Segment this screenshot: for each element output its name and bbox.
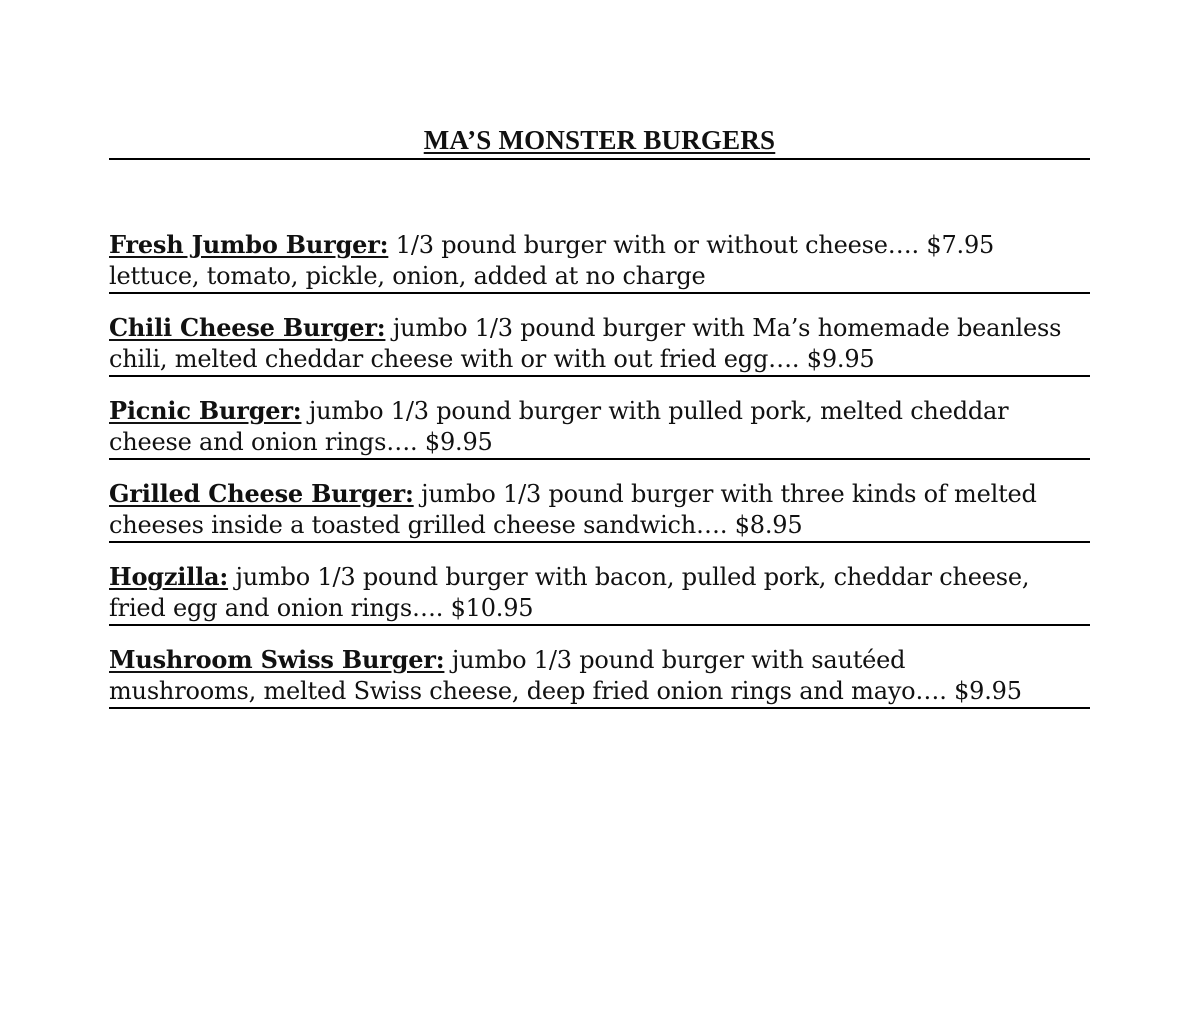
menu-item-line xyxy=(109,395,1090,427)
menu-item-text xyxy=(109,312,1090,375)
menu-item-line xyxy=(109,644,1090,676)
menu-item-description-continued: fried egg and onion rings…. $10.95 xyxy=(109,594,534,622)
menu-item-line xyxy=(109,561,1090,593)
menu-item-name: Chili Cheese Burger: xyxy=(109,313,386,342)
menu-item-text xyxy=(109,229,1090,292)
menu-item-text xyxy=(109,644,1090,707)
menu-item-name: Mushroom Swiss Burger: xyxy=(109,645,445,674)
menu-item-line xyxy=(109,312,1090,344)
menu-item-name: Grilled Cheese Burger: xyxy=(109,479,414,508)
menu-item-name: Hogzilla: xyxy=(109,562,229,591)
menu-item-description-continued: cheeses inside a toasted grilled cheese sandwich…. $8.95 xyxy=(109,511,803,539)
menu-item-text xyxy=(109,561,1090,624)
menu-item xyxy=(109,229,1090,294)
menu-item-description-continued: chili, melted cheddar cheese with or with out fried egg…. $9.95 xyxy=(109,345,875,373)
menu-page xyxy=(109,124,1090,727)
menu-item xyxy=(109,478,1090,543)
menu-item-description: jumbo 1/3 pound burger with three kinds of melted xyxy=(413,480,1037,508)
menu-item-name: Fresh Jumbo Burger: xyxy=(109,230,389,259)
menu-item-description-continued: cheese and onion rings…. $9.95 xyxy=(109,428,493,456)
menu-item-description: jumbo 1/3 pound burger with sautéed xyxy=(444,646,906,674)
menu-item-line xyxy=(109,229,1090,261)
page-title: MA’S MONSTER BURGERS xyxy=(423,125,776,155)
menu-item-name: Picnic Burger: xyxy=(109,396,302,425)
menu-item-line xyxy=(109,478,1090,510)
menu-item-description: jumbo 1/3 pound burger with Ma’s homemade beanless xyxy=(385,314,1062,342)
menu-item-description: jumbo 1/3 pound burger with bacon, pulled pork, cheddar cheese, xyxy=(228,563,1030,591)
menu-item-description: 1/3 pound burger with or without cheese…. $7.95 xyxy=(388,231,995,259)
menu-item-text xyxy=(109,478,1090,541)
menu-item-description: jumbo 1/3 pound burger with pulled pork, melted cheddar xyxy=(301,397,1009,425)
menu-item xyxy=(109,312,1090,377)
menu-item xyxy=(109,395,1090,460)
menu-item xyxy=(109,561,1090,626)
menu-list xyxy=(109,229,1090,709)
menu-item-description-continued: mushrooms, melted Swiss cheese, deep fried onion rings and mayo…. $9.95 xyxy=(109,677,1022,705)
menu-item xyxy=(109,644,1090,709)
title-section xyxy=(109,124,1090,160)
menu-item-text xyxy=(109,395,1090,458)
menu-item-description-continued: lettuce, tomato, pickle, onion, added at no charge xyxy=(109,262,706,290)
